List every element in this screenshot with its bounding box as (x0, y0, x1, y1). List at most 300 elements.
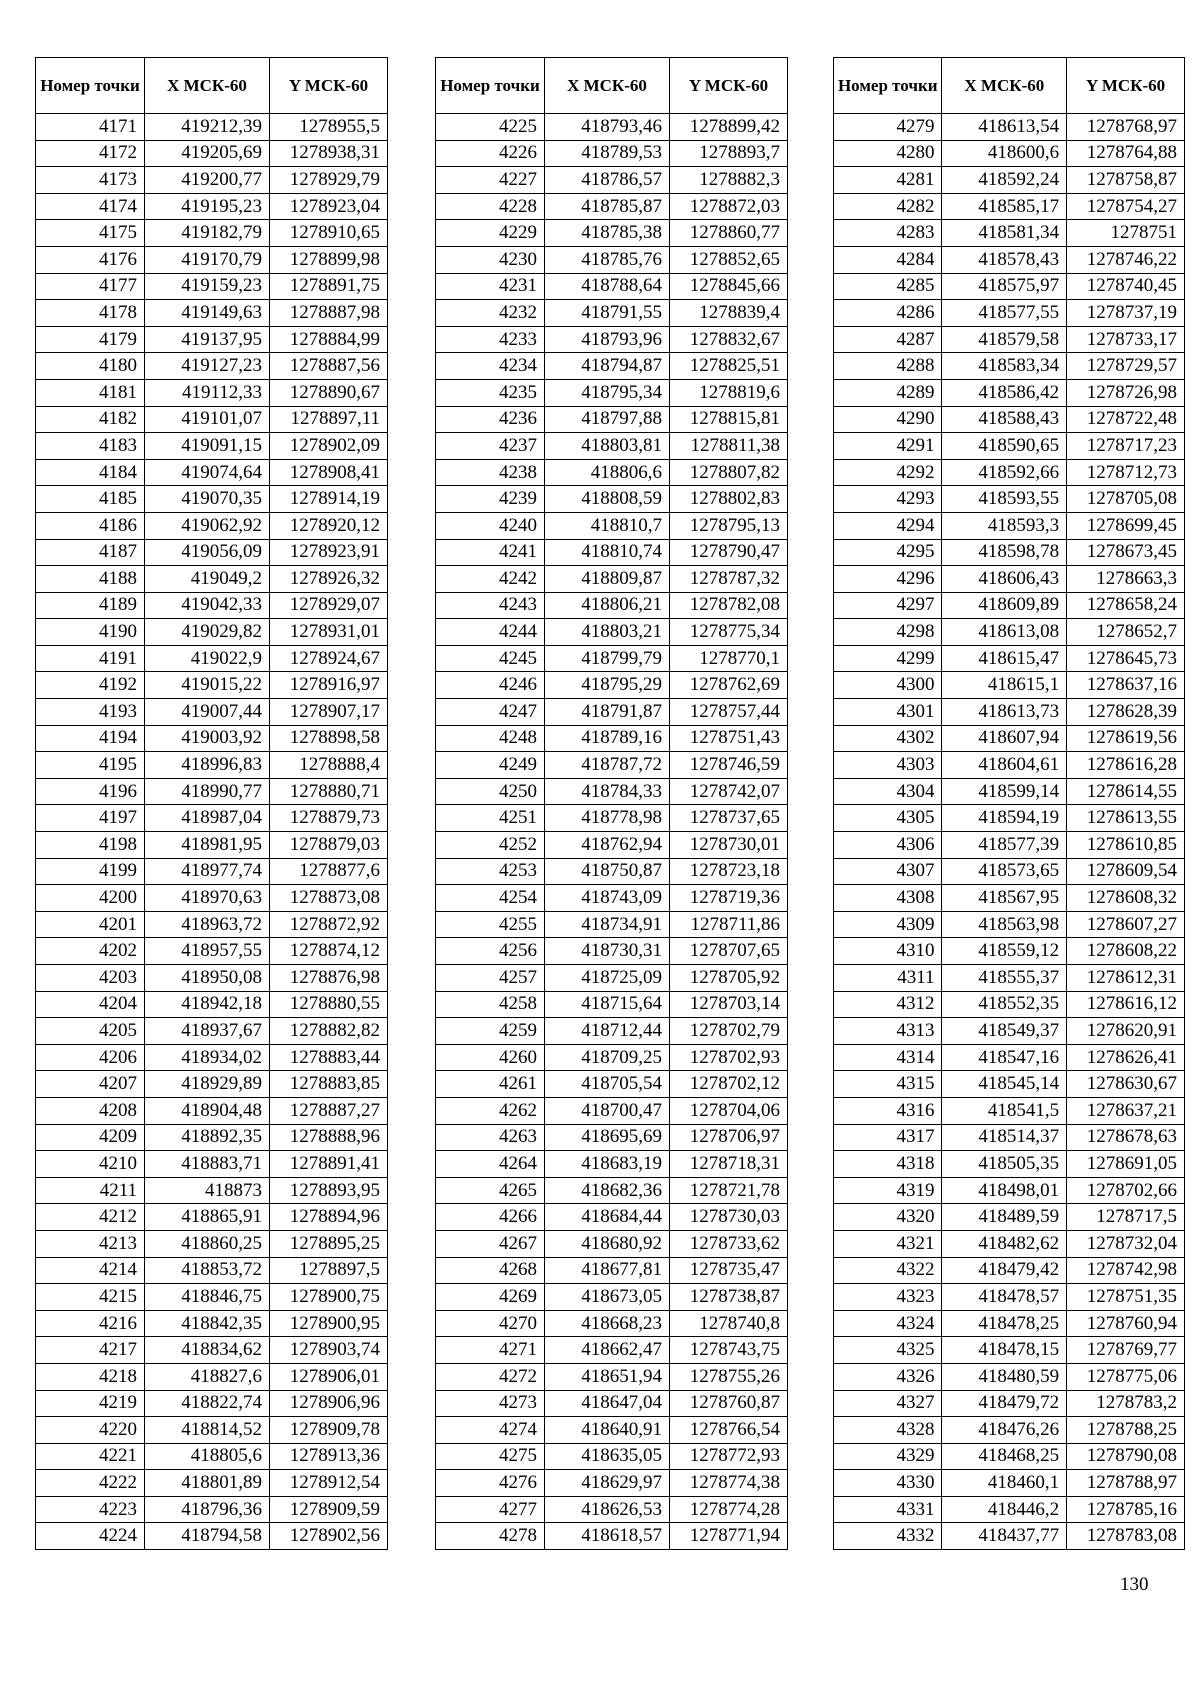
table-row (436, 246, 788, 273)
x-coordinate-cell: 419170,79 (145, 246, 270, 273)
table-row (436, 1230, 788, 1257)
point-number-cell: 4193 (36, 699, 145, 726)
y-coordinate-cell: 1278912,54 (270, 1470, 388, 1497)
point-number-cell: 4217 (36, 1337, 145, 1364)
table-row (436, 725, 788, 752)
table-row (834, 832, 1185, 859)
point-number-cell: 4173 (36, 167, 145, 194)
point-number-cell: 4251 (436, 805, 545, 832)
table-row (36, 1044, 388, 1071)
table-row (36, 1257, 388, 1284)
table-row (834, 433, 1185, 460)
y-coordinate-cell: 1278726,98 (1067, 379, 1185, 406)
y-coordinate-cell: 1278852,65 (670, 246, 788, 273)
y-coordinate-cell: 1278795,13 (670, 512, 788, 539)
point-number-cell: 4270 (436, 1310, 545, 1337)
y-coordinate-cell: 1278774,38 (670, 1470, 788, 1497)
point-number-cell: 4247 (436, 699, 545, 726)
y-coordinate-cell: 1278860,77 (670, 220, 788, 247)
point-number-cell: 4230 (436, 246, 545, 273)
point-number-cell: 4178 (36, 300, 145, 327)
table-row (436, 566, 788, 593)
y-coordinate-cell: 1278751 (1067, 220, 1185, 247)
y-coordinate-cell: 1278783,08 (1067, 1523, 1185, 1550)
table-row (436, 911, 788, 938)
x-coordinate-cell: 418805,6 (145, 1443, 270, 1470)
table-row (834, 539, 1185, 566)
x-coordinate-cell: 418635,05 (545, 1443, 670, 1470)
y-coordinate-cell: 1278760,94 (1067, 1310, 1185, 1337)
y-coordinate-cell: 1278907,17 (270, 699, 388, 726)
table-row (834, 1496, 1185, 1523)
table-row (36, 353, 388, 380)
table-row (834, 1417, 1185, 1444)
x-coordinate-cell: 419149,63 (145, 300, 270, 327)
point-number-cell: 4223 (36, 1496, 145, 1523)
table-row (436, 752, 788, 779)
point-number-cell: 4332 (834, 1523, 942, 1550)
y-coordinate-cell: 1278707,65 (670, 938, 788, 965)
x-coordinate-cell: 418683,19 (545, 1151, 670, 1178)
point-number-cell: 4189 (36, 592, 145, 619)
point-number-cell: 4329 (834, 1443, 942, 1470)
y-coordinate-cell: 1278705,92 (670, 965, 788, 992)
table-row (436, 300, 788, 327)
x-coordinate-cell: 418559,12 (942, 938, 1067, 965)
x-coordinate-header: X МСК-60 (145, 58, 270, 114)
y-coordinate-cell: 1278766,54 (670, 1417, 788, 1444)
y-coordinate-cell: 1278883,44 (270, 1044, 388, 1071)
table-row (834, 273, 1185, 300)
y-coordinate-cell: 1278702,93 (670, 1044, 788, 1071)
x-coordinate-cell: 419205,69 (145, 140, 270, 167)
table-row (834, 246, 1185, 273)
x-coordinate-cell: 418977,74 (145, 858, 270, 885)
y-coordinate-cell: 1278757,44 (670, 699, 788, 726)
point-number-cell: 4258 (436, 991, 545, 1018)
table-row (36, 911, 388, 938)
y-coordinate-cell: 1278790,08 (1067, 1443, 1185, 1470)
x-coordinate-cell: 418640,91 (545, 1417, 670, 1444)
y-coordinate-cell: 1278883,85 (270, 1071, 388, 1098)
point-number-cell: 4282 (834, 193, 942, 220)
x-coordinate-cell: 418794,87 (545, 353, 670, 380)
point-number-cell: 4245 (436, 645, 545, 672)
table-row (834, 1124, 1185, 1151)
x-coordinate-cell: 419159,23 (145, 273, 270, 300)
x-coordinate-cell: 418552,35 (942, 991, 1067, 1018)
y-coordinate-cell: 1278723,18 (670, 858, 788, 885)
y-coordinate-header: Y МСК-60 (1067, 58, 1185, 114)
x-coordinate-cell: 419015,22 (145, 672, 270, 699)
y-coordinate-cell: 1278893,7 (670, 140, 788, 167)
point-number-cell: 4200 (36, 885, 145, 912)
x-coordinate-cell: 418786,57 (545, 167, 670, 194)
y-coordinate-cell: 1278630,67 (1067, 1071, 1185, 1098)
table-row (834, 1337, 1185, 1364)
x-coordinate-cell: 418873 (145, 1177, 270, 1204)
point-number-cell: 4196 (36, 778, 145, 805)
point-number-cell: 4265 (436, 1177, 545, 1204)
table-row (36, 645, 388, 672)
y-coordinate-cell: 1278920,12 (270, 512, 388, 539)
point-number-cell: 4194 (36, 725, 145, 752)
x-coordinate-cell: 418795,29 (545, 672, 670, 699)
x-coordinate-cell: 418883,71 (145, 1151, 270, 1178)
y-coordinate-cell: 1278755,26 (670, 1363, 788, 1390)
x-coordinate-cell: 419182,79 (145, 220, 270, 247)
table-row (834, 592, 1185, 619)
point-number-cell: 4174 (36, 193, 145, 220)
y-coordinate-cell: 1278884,99 (270, 326, 388, 353)
point-number-cell: 4190 (36, 619, 145, 646)
y-coordinate-cell: 1278613,55 (1067, 805, 1185, 832)
table-row (436, 1390, 788, 1417)
x-coordinate-header: X МСК-60 (545, 58, 670, 114)
y-coordinate-cell: 1278746,59 (670, 752, 788, 779)
y-coordinate-cell: 1278807,82 (670, 459, 788, 486)
y-coordinate-cell: 1278910,65 (270, 220, 388, 247)
point-number-cell: 4235 (436, 379, 545, 406)
x-coordinate-cell: 418797,88 (545, 406, 670, 433)
point-number-cell: 4243 (436, 592, 545, 619)
point-number-cell: 4299 (834, 645, 942, 672)
point-number-cell: 4231 (436, 273, 545, 300)
x-coordinate-cell: 418787,72 (545, 752, 670, 779)
y-coordinate-cell: 1278620,91 (1067, 1018, 1185, 1045)
y-coordinate-cell: 1278663,3 (1067, 566, 1185, 593)
y-coordinate-cell: 1278616,28 (1067, 752, 1185, 779)
y-coordinate-cell: 1278619,56 (1067, 725, 1185, 752)
y-coordinate-cell: 1278872,92 (270, 911, 388, 938)
x-coordinate-cell: 418598,78 (942, 539, 1067, 566)
x-coordinate-cell: 418578,43 (942, 246, 1067, 273)
y-coordinate-cell: 1278923,91 (270, 539, 388, 566)
point-number-cell: 4257 (436, 965, 545, 992)
point-number-cell: 4327 (834, 1390, 942, 1417)
x-coordinate-cell: 418599,14 (942, 778, 1067, 805)
table-row (436, 1124, 788, 1151)
x-coordinate-cell: 418629,97 (545, 1470, 670, 1497)
point-number-cell: 4250 (436, 778, 545, 805)
point-number-cell: 4304 (834, 778, 942, 805)
x-coordinate-cell: 418806,21 (545, 592, 670, 619)
y-coordinate-cell: 1278899,42 (670, 114, 788, 141)
point-number-cell: 4320 (834, 1204, 942, 1231)
x-coordinate-cell: 418482,62 (942, 1230, 1067, 1257)
y-coordinate-cell: 1278616,12 (1067, 991, 1185, 1018)
table-row (436, 1151, 788, 1178)
y-coordinate-cell: 1278730,03 (670, 1204, 788, 1231)
y-coordinate-cell: 1278819,6 (670, 379, 788, 406)
table-row (834, 1523, 1185, 1550)
y-coordinate-cell: 1278902,09 (270, 433, 388, 460)
y-coordinate-cell: 1278612,31 (1067, 965, 1185, 992)
y-coordinate-cell: 1278879,73 (270, 805, 388, 832)
point-number-header: Номер точки (36, 58, 145, 114)
x-coordinate-cell: 418478,57 (942, 1284, 1067, 1311)
y-coordinate-cell: 1278764,88 (1067, 140, 1185, 167)
x-coordinate-cell: 419029,82 (145, 619, 270, 646)
y-coordinate-cell: 1278746,22 (1067, 246, 1185, 273)
point-number-cell: 4242 (436, 566, 545, 593)
point-number-cell: 4236 (436, 406, 545, 433)
point-number-cell: 4234 (436, 353, 545, 380)
y-coordinate-cell: 1278628,39 (1067, 699, 1185, 726)
point-number-cell: 4326 (834, 1363, 942, 1390)
point-number-cell: 4226 (436, 140, 545, 167)
table-row (36, 300, 388, 327)
table-row (834, 167, 1185, 194)
point-number-cell: 4210 (36, 1151, 145, 1178)
y-coordinate-header: Y МСК-60 (670, 58, 788, 114)
x-coordinate-cell: 418808,59 (545, 486, 670, 513)
point-number-cell: 4278 (436, 1523, 545, 1550)
y-coordinate-cell: 1278895,25 (270, 1230, 388, 1257)
table-row (36, 246, 388, 273)
point-number-cell: 4187 (36, 539, 145, 566)
point-number-cell: 4232 (436, 300, 545, 327)
y-coordinate-cell: 1278877,6 (270, 858, 388, 885)
y-coordinate-cell: 1278608,32 (1067, 885, 1185, 912)
table-row (436, 1097, 788, 1124)
table-row (834, 566, 1185, 593)
point-number-cell: 4233 (436, 326, 545, 353)
table-row (436, 1204, 788, 1231)
table-row (834, 1443, 1185, 1470)
x-coordinate-cell: 418803,81 (545, 433, 670, 460)
x-coordinate-cell: 418822,74 (145, 1390, 270, 1417)
x-coordinate-cell: 418853,72 (145, 1257, 270, 1284)
point-number-cell: 4172 (36, 140, 145, 167)
point-number-cell: 4273 (436, 1390, 545, 1417)
table-row (436, 539, 788, 566)
table-row (834, 672, 1185, 699)
x-coordinate-cell: 418990,77 (145, 778, 270, 805)
point-number-cell: 4311 (834, 965, 942, 992)
x-coordinate-cell: 418651,94 (545, 1363, 670, 1390)
y-coordinate-cell: 1278916,97 (270, 672, 388, 699)
y-coordinate-cell: 1278718,31 (670, 1151, 788, 1178)
table-row (834, 1018, 1185, 1045)
point-number-cell: 4229 (436, 220, 545, 247)
point-number-cell: 4285 (834, 273, 942, 300)
y-coordinate-cell: 1278815,81 (670, 406, 788, 433)
x-coordinate-cell: 419074,64 (145, 459, 270, 486)
x-coordinate-cell: 418996,83 (145, 752, 270, 779)
y-coordinate-cell: 1278782,08 (670, 592, 788, 619)
point-number-cell: 4307 (834, 858, 942, 885)
point-number-cell: 4207 (36, 1071, 145, 1098)
point-number-cell: 4203 (36, 965, 145, 992)
x-coordinate-cell: 418545,14 (942, 1071, 1067, 1098)
point-number-cell: 4176 (36, 246, 145, 273)
point-number-cell: 4302 (834, 725, 942, 752)
point-number-cell: 4297 (834, 592, 942, 619)
coordinate-tables (35, 57, 1185, 1577)
point-number-cell: 4179 (36, 326, 145, 353)
y-coordinate-cell: 1278783,2 (1067, 1390, 1185, 1417)
table-row (436, 486, 788, 513)
point-number-cell: 4313 (834, 1018, 942, 1045)
x-coordinate-cell: 418793,96 (545, 326, 670, 353)
table-row (834, 1204, 1185, 1231)
y-coordinate-cell: 1278891,75 (270, 273, 388, 300)
table-row (834, 885, 1185, 912)
y-coordinate-cell: 1278702,66 (1067, 1177, 1185, 1204)
x-coordinate-cell: 418789,16 (545, 725, 670, 752)
table-row (834, 1470, 1185, 1497)
point-number-header: Номер точки (834, 58, 942, 114)
y-coordinate-cell: 1278712,73 (1067, 459, 1185, 486)
y-coordinate-cell: 1278637,21 (1067, 1097, 1185, 1124)
table-row (36, 1230, 388, 1257)
y-coordinate-cell: 1278699,45 (1067, 512, 1185, 539)
table-row (436, 433, 788, 460)
x-coordinate-cell: 418957,55 (145, 938, 270, 965)
x-coordinate-cell: 419022,9 (145, 645, 270, 672)
x-coordinate-cell: 418809,87 (545, 566, 670, 593)
y-coordinate-cell: 1278768,97 (1067, 114, 1185, 141)
x-coordinate-cell: 418942,18 (145, 991, 270, 1018)
table-row (36, 220, 388, 247)
table-row (36, 832, 388, 859)
y-coordinate-cell: 1278704,06 (670, 1097, 788, 1124)
point-number-cell: 4325 (834, 1337, 942, 1364)
y-coordinate-cell: 1278902,56 (270, 1523, 388, 1550)
table-row (436, 672, 788, 699)
point-number-cell: 4271 (436, 1337, 545, 1364)
x-coordinate-cell: 418626,53 (545, 1496, 670, 1523)
y-coordinate-cell: 1278900,75 (270, 1284, 388, 1311)
y-coordinate-cell: 1278931,01 (270, 619, 388, 646)
y-coordinate-cell: 1278717,23 (1067, 433, 1185, 460)
point-number-cell: 4305 (834, 805, 942, 832)
y-coordinate-cell: 1278774,28 (670, 1496, 788, 1523)
y-coordinate-cell: 1278770,1 (670, 645, 788, 672)
table-row (36, 778, 388, 805)
table-row (436, 1443, 788, 1470)
table-row (834, 1071, 1185, 1098)
point-number-cell: 4197 (36, 805, 145, 832)
x-coordinate-cell: 418498,01 (942, 1177, 1067, 1204)
y-coordinate-cell: 1278908,41 (270, 459, 388, 486)
point-number-cell: 4269 (436, 1284, 545, 1311)
point-number-cell: 4183 (36, 433, 145, 460)
x-coordinate-cell: 418784,33 (545, 778, 670, 805)
table-row (36, 1390, 388, 1417)
point-number-cell: 4279 (834, 114, 942, 141)
table-row (36, 1310, 388, 1337)
y-coordinate-cell: 1278737,19 (1067, 300, 1185, 327)
y-coordinate-cell: 1278929,79 (270, 167, 388, 194)
y-coordinate-cell: 1278882,82 (270, 1018, 388, 1045)
table-row (834, 1257, 1185, 1284)
table-row (36, 379, 388, 406)
table-row (436, 619, 788, 646)
x-coordinate-cell: 418437,77 (942, 1523, 1067, 1550)
x-coordinate-cell: 418762,94 (545, 832, 670, 859)
table-row (36, 858, 388, 885)
x-coordinate-cell: 419070,35 (145, 486, 270, 513)
point-number-cell: 4322 (834, 1257, 942, 1284)
point-number-cell: 4215 (36, 1284, 145, 1311)
point-number-cell: 4180 (36, 353, 145, 380)
x-coordinate-cell: 418796,36 (145, 1496, 270, 1523)
table-row (36, 539, 388, 566)
table-row (436, 858, 788, 885)
table-row (834, 699, 1185, 726)
x-coordinate-cell: 418563,98 (942, 911, 1067, 938)
x-coordinate-cell: 418791,55 (545, 300, 670, 327)
table-row (834, 459, 1185, 486)
point-number-header: Номер точки (436, 58, 545, 114)
point-number-cell: 4224 (36, 1523, 145, 1550)
x-coordinate-cell: 418592,24 (942, 167, 1067, 194)
point-number-cell: 4219 (36, 1390, 145, 1417)
y-coordinate-cell: 1278610,85 (1067, 832, 1185, 859)
table-row (36, 459, 388, 486)
point-number-cell: 4301 (834, 699, 942, 726)
point-number-cell: 4171 (36, 114, 145, 141)
point-number-cell: 4177 (36, 273, 145, 300)
header-row (36, 58, 388, 114)
x-coordinate-cell: 418795,34 (545, 379, 670, 406)
x-coordinate-cell: 419056,09 (145, 539, 270, 566)
table-row (436, 1257, 788, 1284)
table-row (834, 114, 1185, 141)
table-row (834, 778, 1185, 805)
y-coordinate-cell: 1278888,96 (270, 1124, 388, 1151)
x-coordinate-cell: 418950,08 (145, 965, 270, 992)
table-row (36, 566, 388, 593)
point-number-cell: 4268 (436, 1257, 545, 1284)
x-coordinate-cell: 418793,46 (545, 114, 670, 141)
x-coordinate-cell: 418593,3 (942, 512, 1067, 539)
y-coordinate-cell: 1278751,35 (1067, 1284, 1185, 1311)
y-coordinate-cell: 1278702,79 (670, 1018, 788, 1045)
y-coordinate-cell: 1278913,36 (270, 1443, 388, 1470)
table-row (436, 991, 788, 1018)
point-number-cell: 4287 (834, 326, 942, 353)
point-number-cell: 4321 (834, 1230, 942, 1257)
y-coordinate-cell: 1278645,73 (1067, 645, 1185, 672)
x-coordinate-cell: 418573,65 (942, 858, 1067, 885)
point-number-cell: 4246 (436, 672, 545, 699)
x-coordinate-cell: 418789,53 (545, 140, 670, 167)
y-coordinate-cell: 1278721,78 (670, 1177, 788, 1204)
table-row (834, 1044, 1185, 1071)
y-coordinate-cell: 1278924,67 (270, 645, 388, 672)
table-row (834, 991, 1185, 1018)
x-coordinate-cell: 419091,15 (145, 433, 270, 460)
table-row (436, 965, 788, 992)
table-row (436, 167, 788, 194)
table-row (36, 326, 388, 353)
point-number-cell: 4248 (436, 725, 545, 752)
point-number-cell: 4260 (436, 1044, 545, 1071)
y-coordinate-cell: 1278894,96 (270, 1204, 388, 1231)
x-coordinate-cell: 418668,23 (545, 1310, 670, 1337)
point-number-cell: 4186 (36, 512, 145, 539)
y-coordinate-cell: 1278719,36 (670, 885, 788, 912)
point-number-cell: 4281 (834, 167, 942, 194)
table-row (834, 858, 1185, 885)
y-coordinate-cell: 1278890,67 (270, 379, 388, 406)
y-coordinate-cell: 1278733,17 (1067, 326, 1185, 353)
coordinates-table-3 (833, 57, 1185, 1550)
x-coordinate-cell: 418468,25 (942, 1443, 1067, 1470)
